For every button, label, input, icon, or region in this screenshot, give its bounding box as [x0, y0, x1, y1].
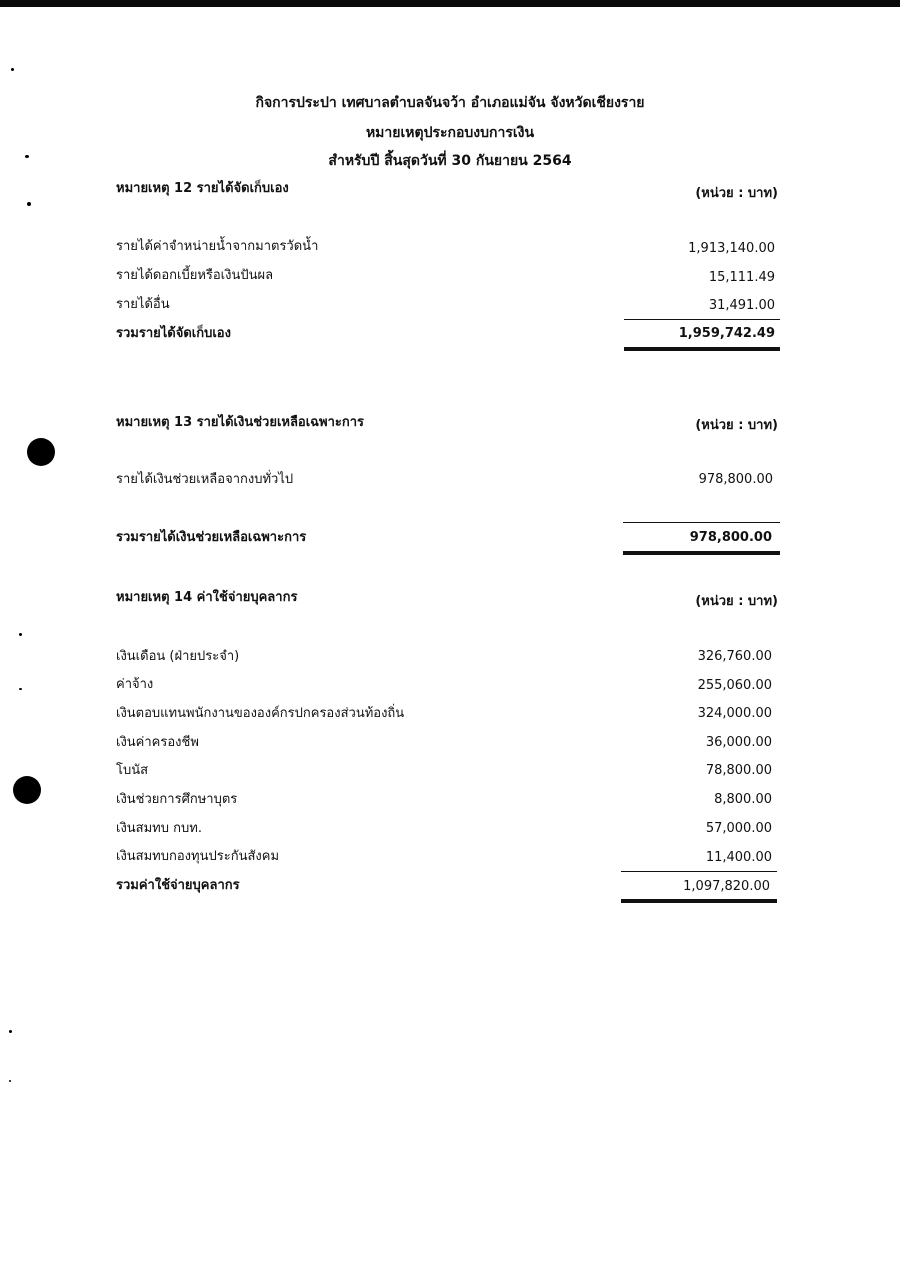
- note12-total-double-rule: [624, 347, 780, 351]
- note13-subtotal-rule: [623, 522, 780, 523]
- note12-total-amount: 1,959,742.49: [678, 326, 775, 341]
- note14-total-double-rule: [621, 899, 777, 903]
- note13-unit: (หน่วย : บาท): [695, 418, 778, 433]
- punch-hole: [27, 438, 55, 466]
- scan-speck: [19, 688, 22, 690]
- scan-speck: [11, 68, 14, 71]
- note12-unit: (หน่วย : บาท): [695, 186, 778, 201]
- scan-speck: [9, 1080, 11, 1082]
- note14-item-amount: 8,800.00: [714, 792, 772, 807]
- note14-total-amount: 1,097,820.00: [683, 879, 770, 894]
- note12-item-amount: 31,491.00: [708, 298, 775, 313]
- note14-item-label: เงินตอบแทนพนักงานขององค์กรปกครองส่วนท้องถิ่น: [116, 706, 405, 721]
- note12-item-amount: 15,111.49: [708, 270, 775, 285]
- note14-item-label: เงินสมทบ กบท.: [116, 821, 202, 836]
- note13-title: หมายเหตุ 13 รายได้เงินช่วยเหลือเฉพาะการ: [116, 415, 365, 430]
- note14-item-amount: 255,060.00: [697, 678, 772, 693]
- scan-speck: [19, 633, 22, 636]
- note14-title: หมายเหตุ 14 ค่าใช้จ่ายบุคลากร: [116, 590, 298, 605]
- document-title-line1: กิจการประปา เทศบาลตำบลจันจว้า อำเภอแม่จัน จังหวัดเชียงราย: [255, 95, 645, 111]
- document-title-line3: สำหรับปี สิ้นสุดวันที่ 30 กันยายน 2564: [328, 153, 572, 169]
- note14-total-label: รวมค่าใช้จ่ายบุคลากร: [116, 878, 240, 893]
- note13-total-amount: 978,800.00: [689, 530, 772, 545]
- note14-item-label: เงินค่าครองชีพ: [116, 735, 199, 750]
- note14-item-label: เงินสมทบกองทุนประกันสังคม: [116, 849, 280, 864]
- note13-item-label: รายได้เงินช่วยเหลือจากงบทั่วไป: [116, 472, 294, 487]
- note14-item-label: เงินเดือน (ฝ่ายประจำ): [116, 649, 240, 664]
- note14-item-amount: 324,000.00: [697, 706, 772, 721]
- note14-item-amount: 78,800.00: [705, 763, 772, 778]
- note14-item-amount: 11,400.00: [705, 850, 772, 865]
- note14-item-amount: 326,760.00: [697, 649, 772, 664]
- note12-item-label: รายได้อื่น: [116, 297, 170, 312]
- note14-subtotal-rule: [621, 871, 777, 872]
- note14-item-label: โบนัส: [116, 763, 149, 778]
- note12-title: หมายเหตุ 12 รายได้จัดเก็บเอง: [116, 181, 289, 196]
- note14-item-amount: 57,000.00: [705, 821, 772, 836]
- scan-speck: [27, 202, 31, 206]
- note13-item-amount: 978,800.00: [698, 472, 773, 487]
- note14-unit: (หน่วย : บาท): [695, 594, 778, 609]
- document-title-line2: หมายเหตุประกอบงบการเงิน: [365, 125, 535, 141]
- scan-speck: [9, 1030, 12, 1033]
- note14-item-label: ค่าจ้าง: [116, 677, 154, 692]
- note13-total-label: รวมรายได้เงินช่วยเหลือเฉพาะการ: [116, 530, 307, 545]
- scan-top-edge: [0, 0, 900, 7]
- note12-total-label: รวมรายได้จัดเก็บเอง: [116, 326, 231, 341]
- punch-hole: [13, 776, 41, 804]
- note14-item-amount: 36,000.00: [705, 735, 772, 750]
- note12-item-label: รายได้ค่าจำหน่ายน้ำจากมาตรวัดน้ำ: [116, 239, 319, 254]
- note12-item-label: รายได้ดอกเบี้ยหรือเงินปันผล: [116, 268, 274, 283]
- note13-total-double-rule: [623, 551, 780, 555]
- note14-item-label: เงินช่วยการศึกษาบุตร: [116, 792, 238, 807]
- note12-item-amount: 1,913,140.00: [688, 241, 775, 256]
- note12-subtotal-rule: [624, 319, 780, 320]
